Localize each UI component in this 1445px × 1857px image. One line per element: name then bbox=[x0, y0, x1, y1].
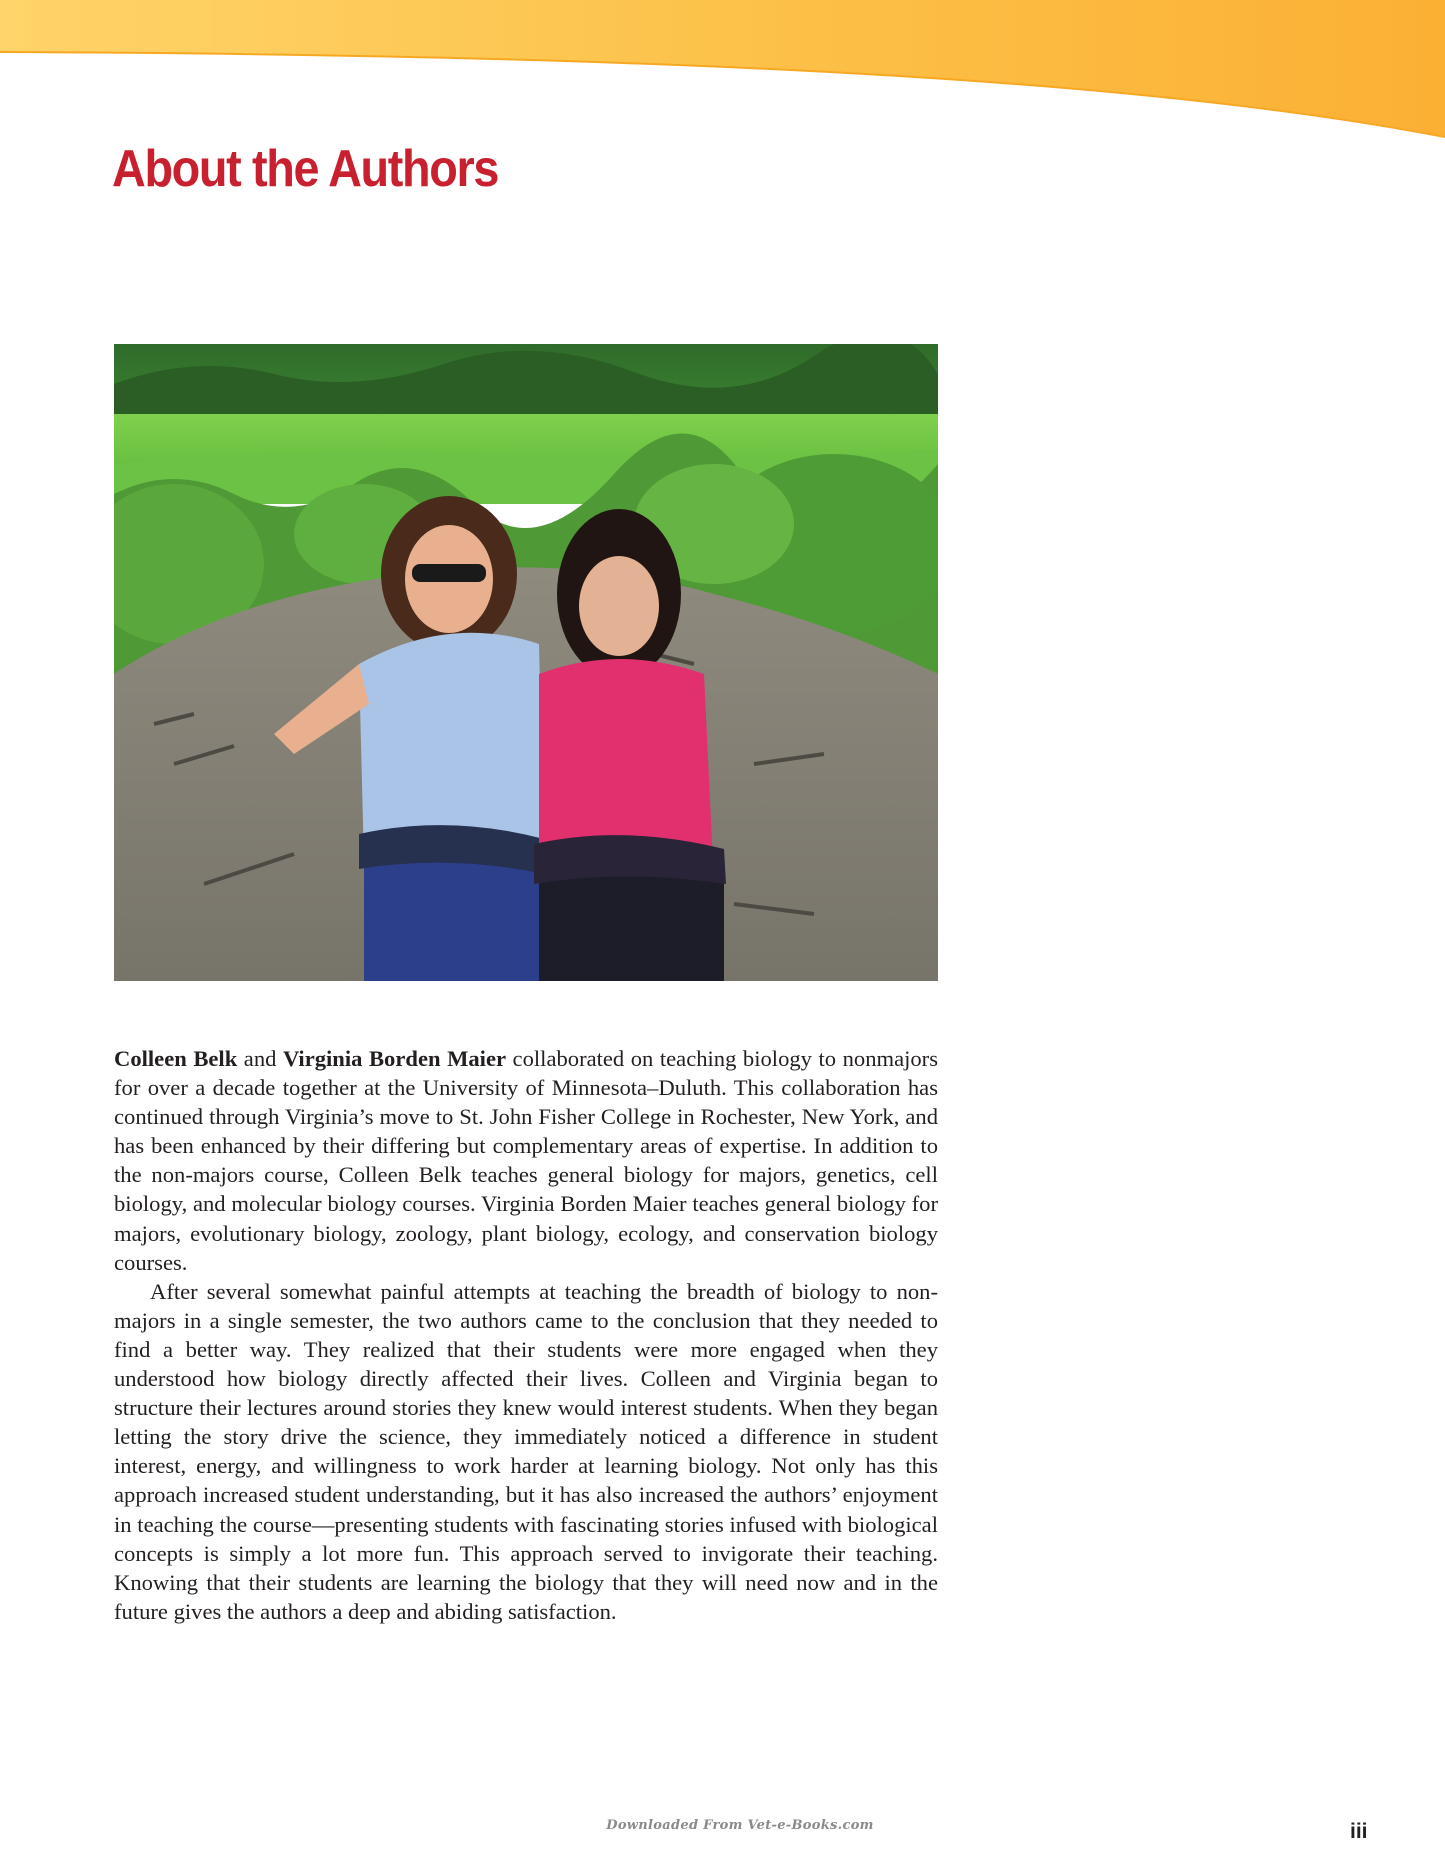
author-name-belk: Colleen Belk bbox=[114, 1046, 238, 1071]
page-number: iii bbox=[1350, 1820, 1368, 1843]
bio-paragraph-1 bbox=[114, 1044, 938, 1277]
bio-paragraph-2: After several somewhat painful attempts at teaching the breadth of biology to non-majors in a single semester, the two authors came to the conclusion that they needed to find a better way. They realized that their students were more engaged when they understood how biology directly affected their lives. Colleen and Virginia began to structure their lectures around stories they knew would interest students. When they began letting the story drive the science, they immediately noticed a difference in student interest, energy, and willingness to work harder at learning biology. Not only has this approach increased student understanding, but it has also increased the authors’ enjoyment in teaching the course—presenting students with fascinating stories infused with biological concepts is simply a lot more fun. This approach served to invigorate their teaching. Knowing that their students are learning the biology that they will need now and in the future gives the authors a deep and abiding satisfaction. bbox=[114, 1278, 938, 1624]
author-bio bbox=[114, 1044, 938, 1626]
authors-photo bbox=[114, 344, 938, 981]
bio-paragraph-1-text: collaborated on teaching biology to nonmajors for over a decade together at the University of Minnesota–Duluth. This collaboration has continued through Virginia’s move to St. John Fisher College in Rochester, New York, and has been enhanced by their differing but complementary areas of expertise. In addition to the non-majors course, Colleen Belk teaches general biology for majors, genetics, cell biology, and molecular biology courses. Virginia Borden Maier teaches general biology for majors, evolutionary biology, zoology, plant biology, ecology, and conservation biology courses. bbox=[114, 1046, 938, 1275]
download-watermark: Downloaded From Vet-e-Books.com bbox=[606, 1818, 874, 1833]
page-title: About the Authors bbox=[112, 140, 499, 198]
author-name-maier: Virginia Borden Maier bbox=[282, 1046, 507, 1071]
decorative-top-band bbox=[0, 0, 1445, 140]
conjunction: and bbox=[237, 1046, 283, 1071]
